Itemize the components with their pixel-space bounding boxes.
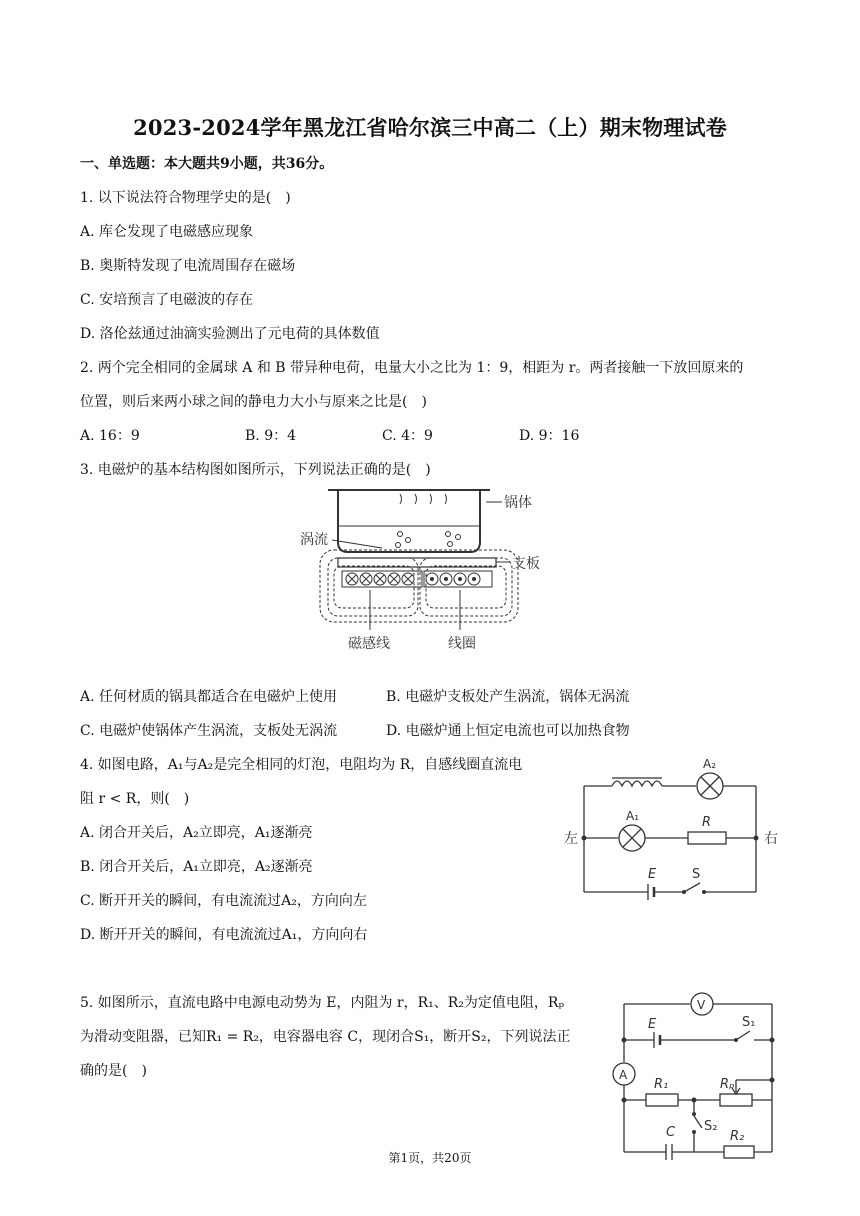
q5-circuit-diagram <box>608 990 788 1162</box>
label-c: C <box>666 1125 676 1140</box>
page-footer: 第1页，共20页 <box>388 1151 472 1165</box>
q5-stem-line2: 为滑动变阻器，已知R₁ = R₂，电容器电容 C，现闭合S₁，断开S₂，下列说法正 <box>80 1029 571 1045</box>
label-ammeter: A <box>619 1068 628 1082</box>
label-left: 左 <box>564 831 578 847</box>
q3-option-c: C. 电磁炉使锅体产生涡流，支板处无涡流 <box>80 723 338 739</box>
q2-stem-line2: 位置，则后来两小球之间的静电力大小与原来之比是( ) <box>80 394 427 410</box>
q2-option-d: D. 9：16 <box>519 428 580 444</box>
label-s1: S₁ <box>742 1015 756 1030</box>
label-s: S <box>692 867 701 882</box>
q2-option-c: C. 4：9 <box>382 428 433 444</box>
label-r2: R₂ <box>730 1129 745 1144</box>
q2-option-b: B. 9：4 <box>245 428 297 444</box>
label-pot: 锅体 <box>504 495 532 511</box>
label-plate: 支板 <box>512 556 540 572</box>
q3-option-d: D. 电磁炉通上恒定电流也可以加热食物 <box>386 723 630 739</box>
label-rp: Rₚ <box>720 1077 735 1092</box>
label-a2: A₂ <box>703 757 717 771</box>
label-r1: R₁ <box>654 1077 669 1092</box>
label-voltmeter: V <box>697 998 706 1012</box>
q4-option-c: C. 断开开关的瞬间，有电流流过A₂，方向向左 <box>80 893 367 909</box>
label-e: E <box>648 1017 657 1032</box>
q3-option-a: A. 任何材质的锅具都适合在电磁炉上使用 <box>80 689 338 705</box>
q1-option-d: D. 洛伦兹通过油滴实验测出了元电荷的具体数值 <box>80 326 380 342</box>
label-r: R <box>702 815 712 830</box>
q5-stem-line3: 确的是( ) <box>80 1063 147 1079</box>
q4-option-b: B. 闭合开关后，A₁立即亮，A₂逐渐亮 <box>80 859 313 875</box>
q1-stem: 1. 以下说法符合物理学史的是( ) <box>80 190 291 206</box>
q4-option-d: D. 断开开关的瞬间，有电流流过A₁，方向向右 <box>80 927 368 943</box>
section-heading: 一、单选题：本大题共9小题，共36分。 <box>80 156 334 172</box>
q4-stem-line1: 4. 如图电路，A₁与A₂是完全相同的灯泡，电阻均为 R，自感线圈直流电 <box>80 757 523 773</box>
label-eddy: 涡流 <box>300 532 328 548</box>
label-s2: S₂ <box>704 1119 718 1134</box>
q2-stem-line1: 2. 两个完全相同的金属球 A 和 B 带异种电荷，电量大小之比为 1：9，相距为 r。两者接触一下放回原来的 <box>80 360 744 376</box>
label-e: E <box>648 867 657 882</box>
q5-stem-line1: 5. 如图所示，直流电路中电源电动势为 E，内阻为 r，R₁、R₂为定值电阻，Rₚ <box>80 995 565 1011</box>
q2-option-a: A. 16：9 <box>80 428 140 444</box>
q3-option-b: B. 电磁炉支板处产生涡流，锅体无涡流 <box>386 689 630 705</box>
q4-option-a: A. 闭合开关后，A₂立即亮，A₁逐渐亮 <box>80 825 313 841</box>
q4-stem-line2: 阻 r < R，则( ) <box>80 791 190 807</box>
q1-option-b: B. 奥斯特发现了电流周围存在磁场 <box>80 258 296 274</box>
q4-circuit-diagram <box>560 752 790 902</box>
label-coil: 线圈 <box>448 636 476 652</box>
induction-cooker-diagram <box>290 482 580 658</box>
q3-stem: 3. 电磁炉的基本结构图如图所示，下列说法正确的是( ) <box>80 462 431 478</box>
page-title: 2023-2024学年黑龙江省哈尔滨三中高二（上）期末物理试卷 <box>133 115 727 140</box>
label-a1: A₁ <box>626 809 640 823</box>
label-right: 右 <box>764 831 778 847</box>
q1-option-a: A. 库仑发现了电磁感应现象 <box>80 224 254 240</box>
label-field-lines: 磁感线 <box>348 636 390 652</box>
q1-option-c: C. 安培预言了电磁波的存在 <box>80 292 254 308</box>
